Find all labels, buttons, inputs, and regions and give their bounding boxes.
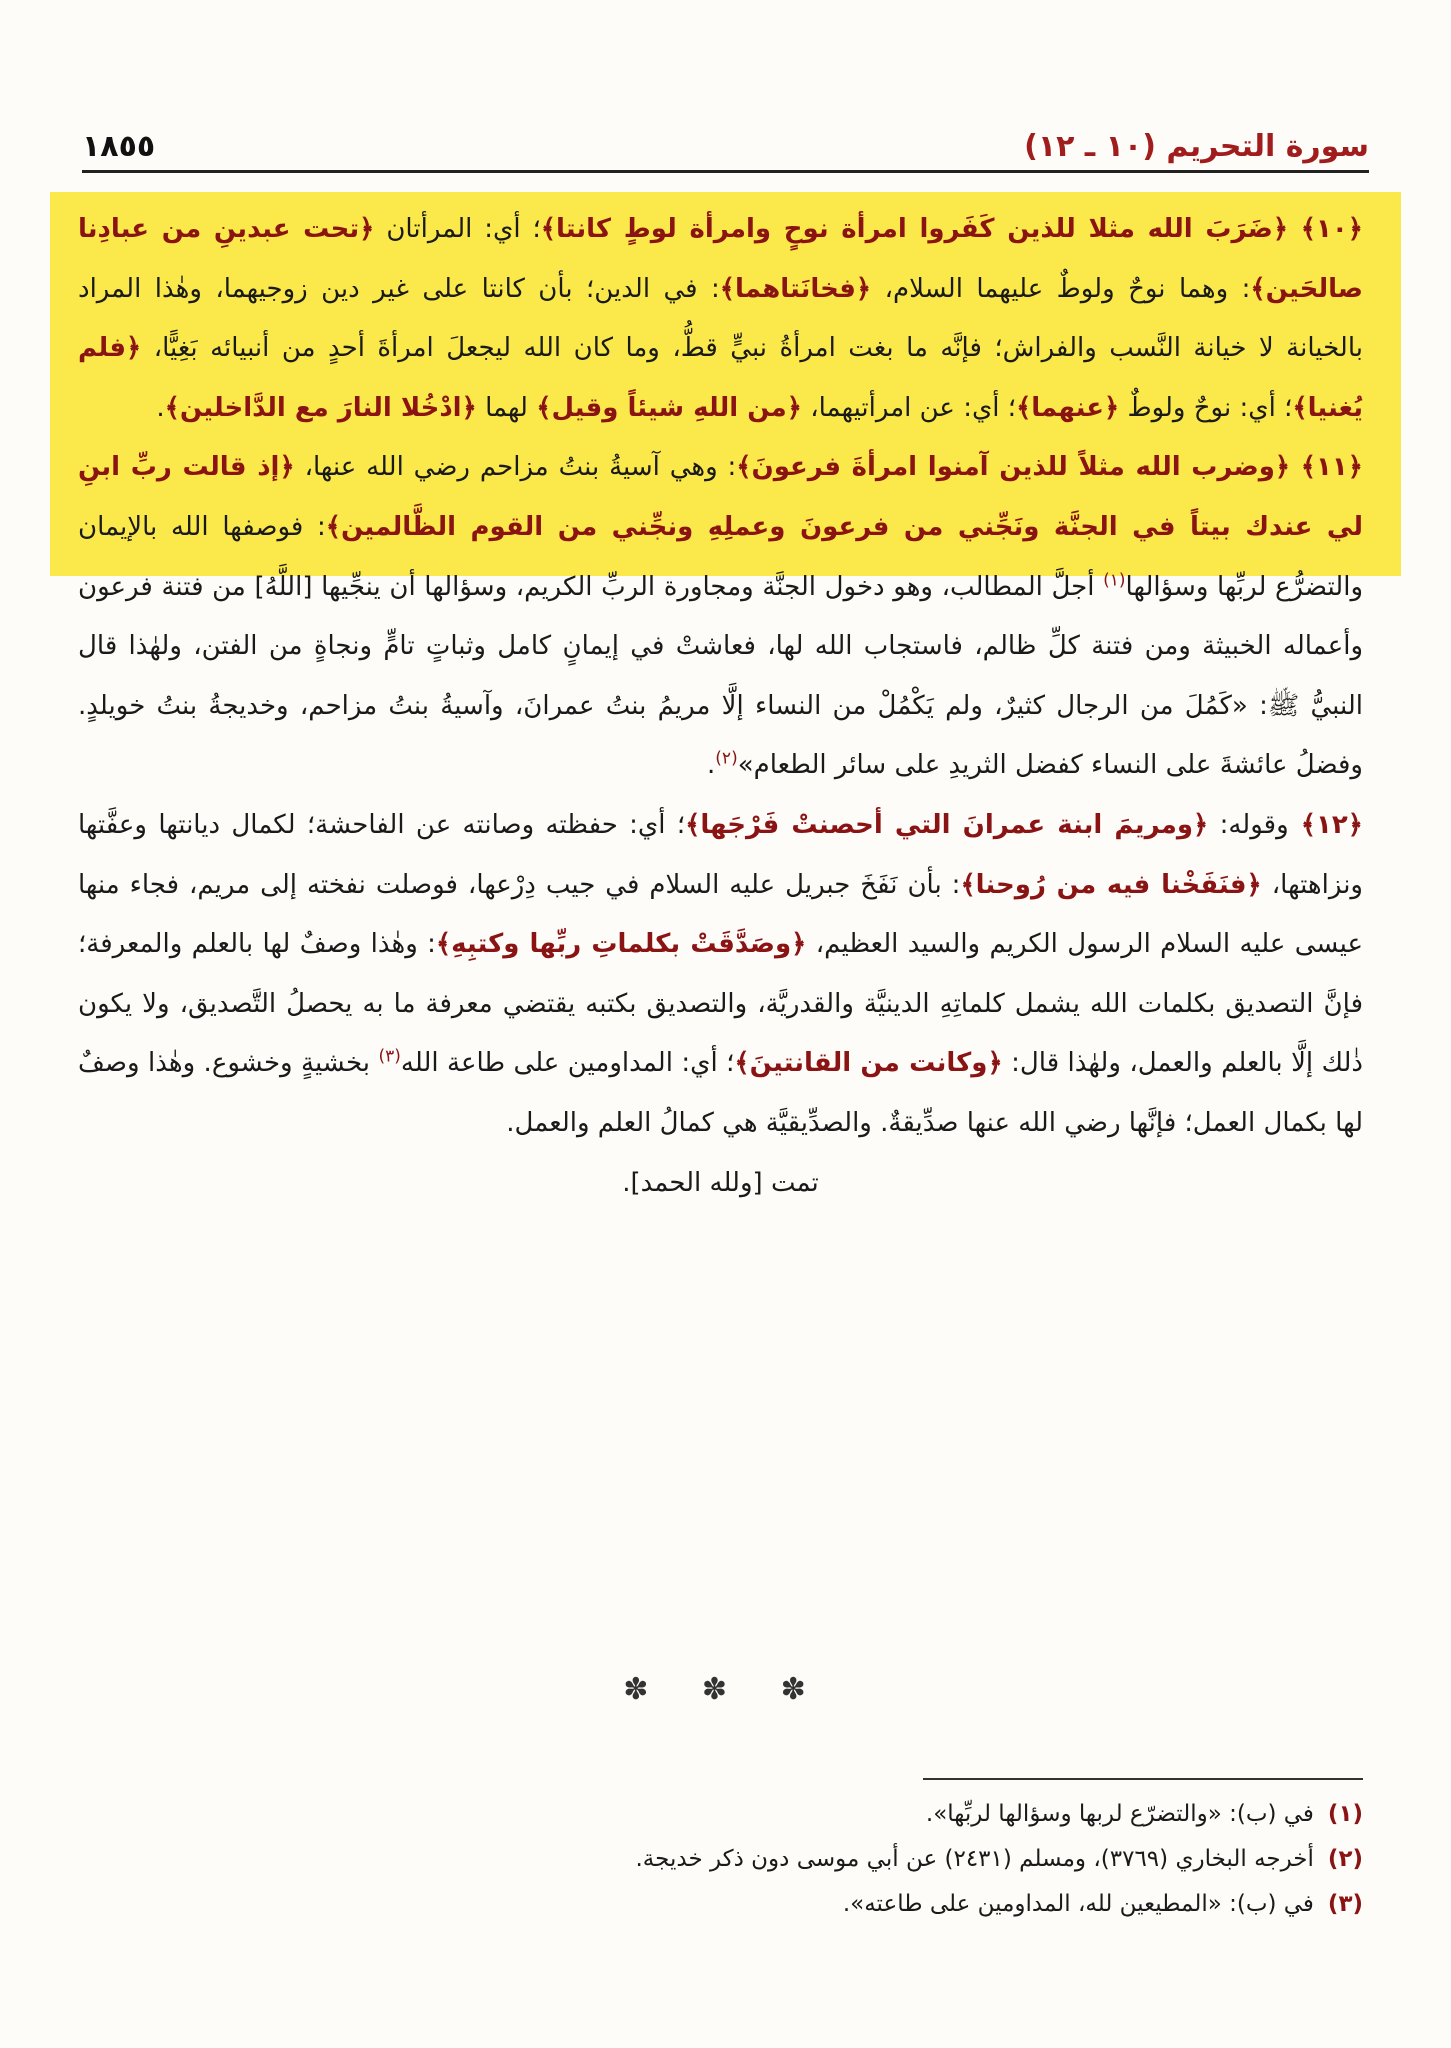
footnote-3	[78, 1882, 1363, 1927]
commentary-text: : وهما نوحٌ ولوطٌ عليهما السلام،	[871, 273, 1251, 304]
commentary-text: : بأن نَفَخَ جبريل عليه السلام في جيب دِرْعها، فوصلت نفخته إلى مريم، فجاء منها عيسى عليه السلام الرسول الكريم والسيد العظيم،	[78, 869, 1363, 960]
commentary-text: أجلَّ المطالب، وهو دخول الجنَّة ومجاورة الربِّ الكريم، وسؤالها أن ينجِّيها [اللَّهُ] من فتنة فرعون وأعماله الخبيثة ومن فتنة كلِّ ظالم، فاستجاب الله لها، فعاشتْ في إيمانٍ كامل وثباتٍ تامٍّ ونجاةٍ من الفتن، ولهٰذا قال النبيُّ ﷺ: «كَمُلَ من الرجال كثيرٌ، ولم يَكْمُلْ من النساء إلَّا مريمُ بنتُ عمرانَ، وآسيةُ بنتُ مزاحم، وخديجةُ بنتُ خويلدٍ. وفضلُ عائشةَ على النساء كفضل الثريدِ على سائر الطعام»	[78, 571, 1363, 781]
footnote-marker: (٢)	[715, 748, 738, 769]
quran-text: ﴿فخانَتاهما﴾	[719, 273, 872, 304]
quran-text: ﴿وضرب الله مثلاً للذين آمنوا امرأةَ فرعونَ﴾	[736, 452, 1291, 483]
quran-text: ﴿عنهما﴾	[1016, 392, 1120, 423]
footnote-2	[78, 1837, 1363, 1882]
quran-text: ﴿فنَفَخْنا فيه من رُوحنا﴾	[960, 869, 1262, 900]
footnote-text: في (ب): «والتضرّع لربها وسؤالها لربِّها».	[925, 1801, 1314, 1827]
quran-text: ﴿ضَرَبَ الله مثلا للذين كَفَروا امرأة نوحٍ وامرأة لوطٍ كانتا﴾	[540, 214, 1289, 244]
commentary-text: .	[156, 392, 165, 423]
commentary-text: لهما	[476, 392, 537, 423]
page-header	[82, 118, 1369, 164]
commentary-text: : وهٰذا وصفٌ لها بالعلم والمعرفة؛ فإنَّ التصديق بكلمات الله يشمل كلماتِهِ الدينيَّة والقدريَّة، والتصديق بكتبه يقتضي معرفة ما به يحصلُ التَّصديق، ولا يكون ذٰلك إلَّا بالعلم والعمل، ولهٰذا قال:	[78, 929, 1363, 1079]
footnote-divider	[923, 1778, 1363, 1780]
section-separator: ✽ ✽ ✽	[623, 1672, 828, 1707]
footnote-1	[78, 1792, 1363, 1837]
commentary-text: ؛ أي: حفظته وصانته عن الفاحشة؛ لكمال ديانتها وعفَّتها ونزاهتها،	[78, 809, 1363, 900]
paragraph-verse-12	[78, 796, 1363, 1154]
tafsir-body	[78, 200, 1363, 1213]
commentary-text: .	[707, 750, 716, 781]
commentary-text: ؛ أي: عن امرأتيهما،	[801, 392, 1017, 423]
commentary-text: ؛ أي: المرأتان	[374, 214, 541, 244]
quran-text: ﴿وكانت من القانتينَ﴾	[734, 1048, 1003, 1079]
closing-line: تمت [ولله الحمد].	[622, 1167, 819, 1198]
footnotes	[78, 1792, 1363, 1927]
footnote-number: (٣)	[1327, 1891, 1363, 1917]
surah-title: سورة التحريم (١٠ ـ ١٢)	[1024, 129, 1369, 164]
quran-text: ﴿إذ قالت ربِّ ابنِ لي عندك بيتاً في الجنَّة ونَجِّني من فرعونَ وعملِهِ ونجِّني من القوم الظَّالمين﴾	[78, 452, 1363, 542]
footnote-number: (٢)	[1327, 1846, 1363, 1872]
paragraph-verse-11	[78, 438, 1363, 796]
header-divider	[82, 170, 1369, 173]
footnote-marker: (١)	[1103, 569, 1126, 590]
commentary-text: وقوله:	[1208, 809, 1289, 840]
commentary-text: ؛ أي: المداومين على طاعة الله	[400, 1048, 735, 1079]
commentary-text: : وهي آسيةُ بنتُ مزاحم رضي الله عنها،	[294, 452, 737, 483]
footnote-text: في (ب): «المطيعين لله، المداومين على طاعته».	[842, 1891, 1314, 1917]
footnote-text: أخرجه البخاري (٣٧٦٩)، ومسلم (٢٤٣١) عن أبي موسى دون ذكر خديجة.	[635, 1846, 1314, 1872]
paragraph-verse-10	[78, 200, 1363, 438]
verse-number: ﴿١٠﴾	[1288, 214, 1363, 244]
commentary-text: بخشيةٍ وخشوع. وهٰذا وصفٌ لها بكمال العمل؛ فإنَّها رضي الله عنها صدِّيقةٌ. والصدِّيقيَّة هي كمالُ العلم والعمل.	[78, 1048, 1363, 1138]
quran-text: ﴿فلم يُغنيا﴾	[78, 333, 1363, 423]
footnote-number: (١)	[1327, 1801, 1363, 1827]
page-number: ١٨٥٥	[82, 129, 156, 164]
verse-number: ﴿١٢﴾	[1288, 809, 1363, 840]
footnote-marker: (٣)	[378, 1046, 401, 1067]
commentary-text: ؛ أي: نوحٌ ولوطٌ	[1119, 392, 1293, 423]
commentary-text: : في الدين؛ بأن كانتا على غير دين زوجيهما، وهٰذا المراد بالخيانة لا خيانة النَّسب والفراش؛ فإنَّه ما بغت امرأةُ نبيٍّ قطُّ، وما كان الله ليجعلَ امرأةَ أحدٍ من أنبيائه بَغِيًّا،	[78, 273, 1363, 364]
verse-number: ﴿١١﴾	[1290, 452, 1363, 483]
quran-text: ﴿تحت عبدينِ من عبادِنا صالحَين﴾	[78, 214, 1363, 304]
quran-text: ﴿ومريمَ ابنة عمرانَ التي أحصنتْ فَرْجَها﴾	[685, 809, 1209, 840]
quran-text: ﴿وصَدَّقَتْ بكلماتِ ربِّها وكتبِهِ﴾	[435, 929, 807, 960]
quran-text: ﴿ادْخُلا النارَ مع الدَّاخلين﴾	[164, 392, 477, 423]
commentary-text: : فوصفها الله بالإيمان والتضرُّع لربِّها وسؤالها	[78, 511, 1363, 602]
quran-text: ﴿من اللهِ شيئاً وقيل﴾	[536, 392, 802, 423]
